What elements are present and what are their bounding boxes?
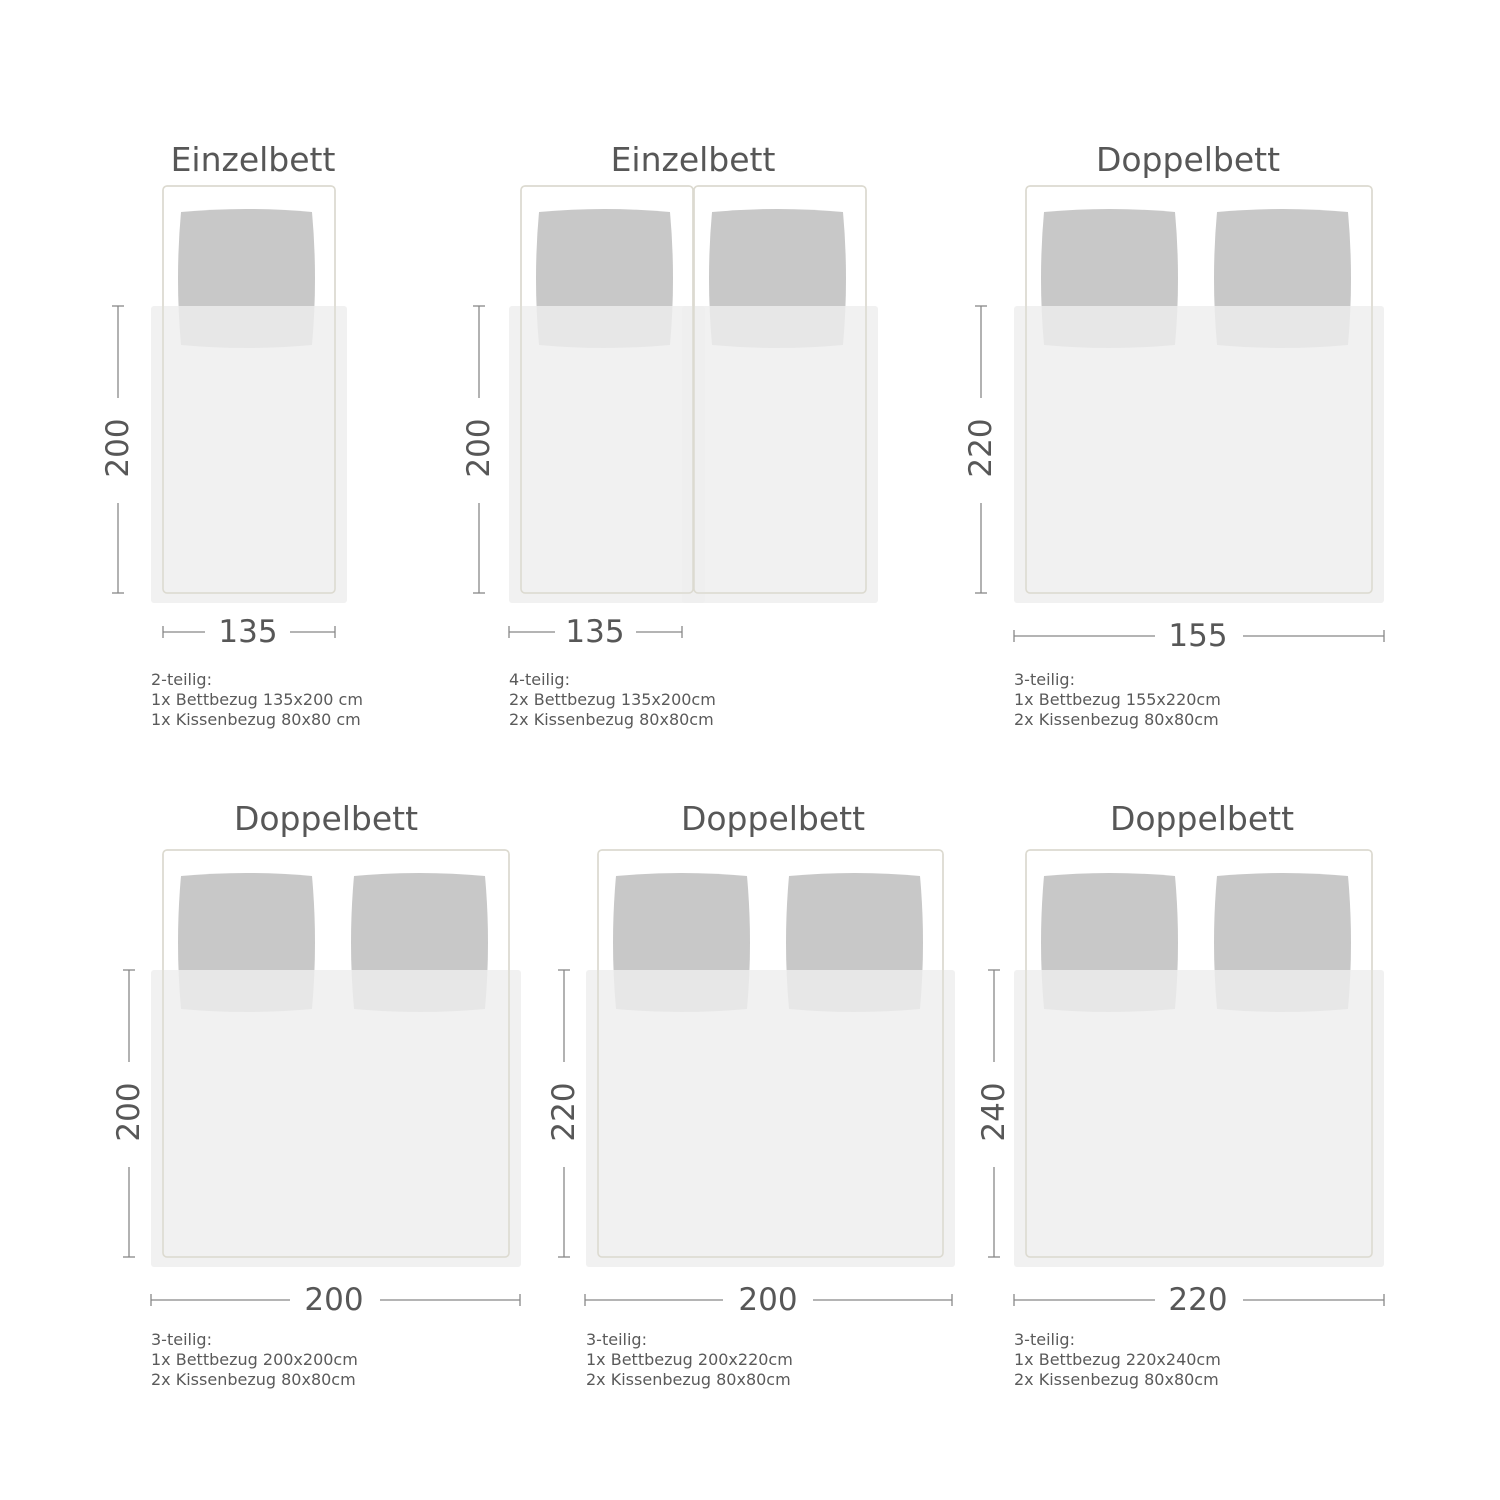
piece-count: 3-teilig: [1014, 1330, 1075, 1349]
bed-set-5 [558, 850, 955, 1306]
height-label: 200 [461, 418, 497, 478]
height-label: 240 [976, 1082, 1012, 1142]
bed-title: Doppelbett [233, 799, 419, 838]
set-description [151, 1330, 358, 1390]
set-item-line: 1x Bettbezug 200x200cm [151, 1350, 358, 1369]
piece-count: 2-teilig: [151, 670, 212, 689]
set-item-line: 2x Kissenbezug 80x80cm [1014, 1370, 1219, 1389]
height-label: 200 [111, 1082, 147, 1142]
set-item-line: 1x Bettbezug 135x200 cm [151, 690, 363, 709]
bed-title: Doppelbett [680, 799, 866, 838]
set-description [509, 670, 716, 730]
set-description [1014, 670, 1221, 730]
bed-title: Doppelbett [1109, 799, 1295, 838]
height-label: 220 [546, 1082, 582, 1142]
bed-sheet [1014, 970, 1384, 1267]
set-item-line: 2x Kissenbezug 80x80cm [509, 710, 714, 729]
set-item-line: 1x Bettbezug 220x240cm [1014, 1350, 1221, 1369]
bed-sheet [509, 306, 705, 603]
piece-count: 3-teilig: [586, 1330, 647, 1349]
set-item-line: 1x Bettbezug 155x220cm [1014, 690, 1221, 709]
bed-title: Einzelbett [610, 140, 776, 179]
bed-title: Einzelbett [170, 140, 336, 179]
width-label: 155 [1168, 618, 1228, 654]
set-item-line: 1x Bettbezug 200x220cm [586, 1350, 793, 1369]
bed-sheet [1014, 306, 1384, 603]
width-label: 135 [565, 614, 625, 650]
width-label: 220 [1168, 1282, 1228, 1318]
piece-count: 4-teilig: [509, 670, 570, 689]
height-label: 200 [100, 418, 136, 478]
width-label: 200 [738, 1282, 798, 1318]
width-label: 135 [218, 614, 278, 650]
set-item-line: 2x Kissenbezug 80x80cm [151, 1370, 356, 1389]
bed-sheet [151, 306, 347, 603]
set-description [586, 1330, 793, 1390]
piece-count: 3-teilig: [1014, 670, 1075, 689]
set-item-line: 2x Kissenbezug 80x80cm [1014, 710, 1219, 729]
bed-set-1 [112, 186, 347, 638]
set-item-line: 2x Kissenbezug 80x80cm [586, 1370, 791, 1389]
width-label: 200 [304, 1282, 364, 1318]
bed-set-4 [123, 850, 521, 1306]
bed-sheet [151, 970, 521, 1267]
piece-count: 3-teilig: [151, 1330, 212, 1349]
set-item-line: 1x Kissenbezug 80x80 cm [151, 710, 361, 729]
set-item-line: 2x Bettbezug 135x200cm [509, 690, 716, 709]
height-label: 220 [963, 418, 999, 478]
set-description [1014, 1330, 1221, 1390]
bed-sheet [586, 970, 955, 1267]
bed-set-3 [975, 186, 1384, 642]
set-description [151, 670, 363, 730]
bed-title: Doppelbett [1095, 140, 1281, 179]
bed-set-6 [988, 850, 1384, 1306]
bed-set-2 [473, 186, 878, 638]
bed-sheet [682, 306, 878, 603]
